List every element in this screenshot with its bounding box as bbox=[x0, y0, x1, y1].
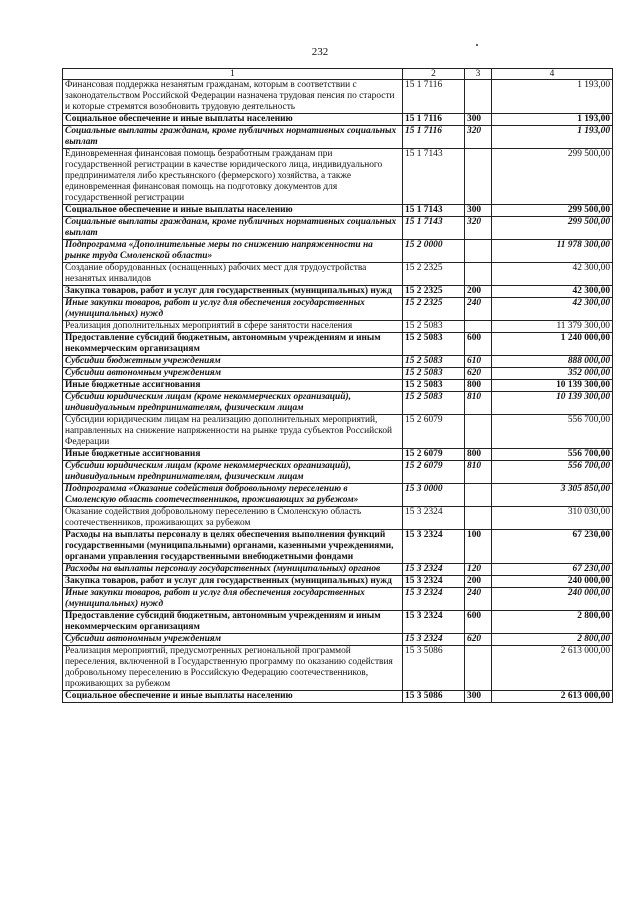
row-sum: 67 230,00 bbox=[492, 564, 613, 576]
row-sum: 67 230,00 bbox=[492, 530, 613, 564]
row-sum: 299 500,00 bbox=[492, 217, 613, 240]
row-name: Субсидии юридическим лицам (кроме некоммерческих организаций), индивидуальным предпринимателям, физическим лицам bbox=[63, 392, 403, 415]
row-code: 15 2 5083 bbox=[403, 368, 465, 380]
budget-table bbox=[62, 68, 613, 703]
row-type bbox=[465, 646, 492, 691]
row-name: Закупка товаров, работ и услуг для государственных (муниципальных) нужд bbox=[63, 286, 403, 298]
table-row bbox=[63, 114, 613, 126]
table-row bbox=[63, 380, 613, 392]
row-name: Иные закупки товаров, работ и услуг для обеспечения государственных (муниципальных) нужд bbox=[63, 588, 403, 611]
table-row bbox=[63, 356, 613, 368]
table-row bbox=[63, 149, 613, 205]
row-type: 320 bbox=[465, 217, 492, 240]
table-row bbox=[63, 634, 613, 646]
table-row bbox=[63, 564, 613, 576]
row-type bbox=[465, 321, 492, 333]
scan-speck bbox=[476, 44, 478, 46]
row-type: 120 bbox=[465, 564, 492, 576]
table-row bbox=[63, 530, 613, 564]
table-row bbox=[63, 449, 613, 461]
row-sum: 1 193,00 bbox=[492, 114, 613, 126]
row-name: Подпрограмма «Оказание содействия добровольному переселению в Смоленскую область соотечественников, проживающих за рубежом» bbox=[63, 484, 403, 507]
row-name: Расходы на выплаты персоналу в целях обеспечения выполнения функций государственными (муниципальными) органами, казенными учреждениями, органами управления государственными внебюджетными фондами bbox=[63, 530, 403, 564]
row-type bbox=[465, 263, 492, 286]
row-sum: 11 379 300,00 bbox=[492, 321, 613, 333]
table-row bbox=[63, 392, 613, 415]
row-sum: 42 300,00 bbox=[492, 263, 613, 286]
row-name: Финансовая поддержка незанятым гражданам, которым в соответствии с законодательством Российской Федерации назначена трудовая пенсия по старости и которые стремятся возобновить трудовую деятельность bbox=[63, 80, 403, 114]
row-type bbox=[465, 415, 492, 449]
row-type: 800 bbox=[465, 449, 492, 461]
row-sum: 556 700,00 bbox=[492, 461, 613, 484]
table-row bbox=[63, 286, 613, 298]
row-type: 320 bbox=[465, 126, 492, 149]
row-code: 15 2 5083 bbox=[403, 356, 465, 368]
row-sum: 1 193,00 bbox=[492, 126, 613, 149]
table-row bbox=[63, 298, 613, 321]
row-name: Иные бюджетные ассигнования bbox=[63, 380, 403, 392]
table-row bbox=[63, 240, 613, 263]
row-code: 15 1 7143 bbox=[403, 217, 465, 240]
row-type: 200 bbox=[465, 576, 492, 588]
table-row bbox=[63, 611, 613, 634]
row-code: 15 1 7116 bbox=[403, 114, 465, 126]
row-name: Субсидии юридическим лицам (кроме некоммерческих организаций), индивидуальным предпринимателям, физическим лицам bbox=[63, 461, 403, 484]
row-type: 810 bbox=[465, 392, 492, 415]
table-body bbox=[63, 80, 613, 703]
table-row bbox=[63, 415, 613, 449]
row-sum: 888 000,00 bbox=[492, 356, 613, 368]
row-type bbox=[465, 80, 492, 114]
row-code: 15 2 5083 bbox=[403, 321, 465, 333]
table-row bbox=[63, 461, 613, 484]
row-sum: 11 978 300,00 bbox=[492, 240, 613, 263]
table-row bbox=[63, 205, 613, 217]
row-name: Предоставление субсидий бюджетным, автономным учреждениям и иным некоммерческим организациям bbox=[63, 333, 403, 356]
row-code: 15 3 2324 bbox=[403, 564, 465, 576]
row-type: 100 bbox=[465, 530, 492, 564]
row-sum: 10 139 300,00 bbox=[492, 392, 613, 415]
row-sum: 240 000,00 bbox=[492, 588, 613, 611]
row-type: 600 bbox=[465, 333, 492, 356]
row-type: 200 bbox=[465, 286, 492, 298]
row-name: Субсидии автономным учреждениям bbox=[63, 634, 403, 646]
row-sum: 556 700,00 bbox=[492, 415, 613, 449]
table-row bbox=[63, 588, 613, 611]
row-name: Субсидии юридическим лицам на реализацию дополнительных мероприятий, направленных на снижение напряженности на рынке труда субъектов Российской Федерации bbox=[63, 415, 403, 449]
row-code: 15 2 6079 bbox=[403, 461, 465, 484]
row-code: 15 2 2325 bbox=[403, 263, 465, 286]
row-name: Единовременная финансовая помощь безработным гражданам при государственной регистрации в качестве юридического лица, индивидуального предпринимателя либо крестьянского (фермерского) хозяйства, а также единовременная финансовая помощь на подготовку документов для государственной регистрации bbox=[63, 149, 403, 205]
table-row bbox=[63, 507, 613, 530]
row-code: 15 2 2325 bbox=[403, 286, 465, 298]
row-name: Создание оборудованных (оснащенных) рабочих мест для трудоустройства незанятых инвалидов bbox=[63, 263, 403, 286]
table-row bbox=[63, 217, 613, 240]
row-code: 15 3 0000 bbox=[403, 484, 465, 507]
table-header-row bbox=[63, 69, 613, 80]
row-name: Субсидии бюджетным учреждениям bbox=[63, 356, 403, 368]
row-type: 300 bbox=[465, 114, 492, 126]
row-type: 810 bbox=[465, 461, 492, 484]
row-sum: 42 300,00 bbox=[492, 298, 613, 321]
row-type: 610 bbox=[465, 356, 492, 368]
row-code: 15 1 7116 bbox=[403, 126, 465, 149]
table-row bbox=[63, 484, 613, 507]
row-type: 300 bbox=[465, 205, 492, 217]
row-type bbox=[465, 240, 492, 263]
row-code: 15 3 5086 bbox=[403, 691, 465, 703]
row-type: 300 bbox=[465, 691, 492, 703]
table-row bbox=[63, 691, 613, 703]
row-sum: 1 193,00 bbox=[492, 80, 613, 114]
row-type: 620 bbox=[465, 368, 492, 380]
row-sum: 299 500,00 bbox=[492, 149, 613, 205]
row-code: 15 3 2324 bbox=[403, 507, 465, 530]
row-sum: 2 800,00 bbox=[492, 634, 613, 646]
row-name: Иные бюджетные ассигнования bbox=[63, 449, 403, 461]
row-name: Предоставление субсидий бюджетным, автономным учреждениям и иным некоммерческим организациям bbox=[63, 611, 403, 634]
row-type: 240 bbox=[465, 588, 492, 611]
row-name: Социальные выплаты гражданам, кроме публичных нормативных социальных выплат bbox=[63, 126, 403, 149]
row-code: 15 2 6079 bbox=[403, 415, 465, 449]
row-code: 15 3 5086 bbox=[403, 646, 465, 691]
header-name: 1 bbox=[63, 69, 403, 80]
table-row bbox=[63, 333, 613, 356]
row-sum: 2 613 000,00 bbox=[492, 691, 613, 703]
header-sum: 4 bbox=[492, 69, 613, 80]
row-code: 15 2 5083 bbox=[403, 333, 465, 356]
row-name: Реализация дополнительных мероприятий в сфере занятости населения bbox=[63, 321, 403, 333]
table-row bbox=[63, 321, 613, 333]
row-code: 15 1 7143 bbox=[403, 149, 465, 205]
row-type: 240 bbox=[465, 298, 492, 321]
row-name: Расходы на выплаты персоналу государственных (муниципальных) органов bbox=[63, 564, 403, 576]
row-code: 15 3 2324 bbox=[403, 530, 465, 564]
row-code: 15 3 2324 bbox=[403, 576, 465, 588]
row-name: Закупка товаров, работ и услуг для государственных (муниципальных) нужд bbox=[63, 576, 403, 588]
row-sum: 352 000,00 bbox=[492, 368, 613, 380]
row-code: 15 1 7116 bbox=[403, 80, 465, 114]
table-row bbox=[63, 368, 613, 380]
row-name: Иные закупки товаров, работ и услуг для обеспечения государственных (муниципальных) нужд bbox=[63, 298, 403, 321]
row-code: 15 2 5083 bbox=[403, 380, 465, 392]
row-sum: 42 300,00 bbox=[492, 286, 613, 298]
row-type bbox=[465, 484, 492, 507]
row-name: Социальные выплаты гражданам, кроме публичных нормативных социальных выплат bbox=[63, 217, 403, 240]
row-type bbox=[465, 507, 492, 530]
table-row bbox=[63, 80, 613, 114]
row-name: Социальное обеспечение и иные выплаты населению bbox=[63, 691, 403, 703]
row-name: Социальное обеспечение и иные выплаты населению bbox=[63, 114, 403, 126]
row-sum: 2 800,00 bbox=[492, 611, 613, 634]
row-name: Социальное обеспечение и иные выплаты населению bbox=[63, 205, 403, 217]
row-sum: 240 000,00 bbox=[492, 576, 613, 588]
row-sum: 299 500,00 bbox=[492, 205, 613, 217]
table-row bbox=[63, 263, 613, 286]
row-sum: 310 030,00 bbox=[492, 507, 613, 530]
row-name: Оказание содействия добровольному переселению в Смоленскую область соотечественников, проживающих за рубежом bbox=[63, 507, 403, 530]
row-name: Реализация мероприятий, предусмотренных региональной программой переселения, включенной в Государственную программу по оказанию содействия добровольному переселению в Российскую Федерацию соотечественников, проживающих за рубежом bbox=[63, 646, 403, 691]
row-code: 15 3 2324 bbox=[403, 634, 465, 646]
row-code: 15 2 6079 bbox=[403, 449, 465, 461]
row-code: 15 2 2325 bbox=[403, 298, 465, 321]
row-type: 800 bbox=[465, 380, 492, 392]
header-type: 3 bbox=[465, 69, 492, 80]
row-code: 15 2 5083 bbox=[403, 392, 465, 415]
row-code: 15 1 7143 bbox=[403, 205, 465, 217]
row-sum: 2 613 000,00 bbox=[492, 646, 613, 691]
row-code: 15 3 2324 bbox=[403, 611, 465, 634]
row-type bbox=[465, 149, 492, 205]
row-code: 15 3 2324 bbox=[403, 588, 465, 611]
page-number: 232 bbox=[311, 46, 329, 58]
row-sum: 3 305 850,00 bbox=[492, 484, 613, 507]
row-type: 620 bbox=[465, 634, 492, 646]
table-row bbox=[63, 126, 613, 149]
row-name: Подпрограмма «Дополнительные меры по снижению напряженности на рынке труда Смоленской области» bbox=[63, 240, 403, 263]
table-row bbox=[63, 576, 613, 588]
row-sum: 10 139 300,00 bbox=[492, 380, 613, 392]
row-sum: 556 700,00 bbox=[492, 449, 613, 461]
row-code: 15 2 0000 bbox=[403, 240, 465, 263]
row-name: Субсидии автономным учреждениям bbox=[63, 368, 403, 380]
row-type: 600 bbox=[465, 611, 492, 634]
header-code: 2 bbox=[403, 69, 465, 80]
table-row bbox=[63, 646, 613, 691]
row-sum: 1 240 000,00 bbox=[492, 333, 613, 356]
